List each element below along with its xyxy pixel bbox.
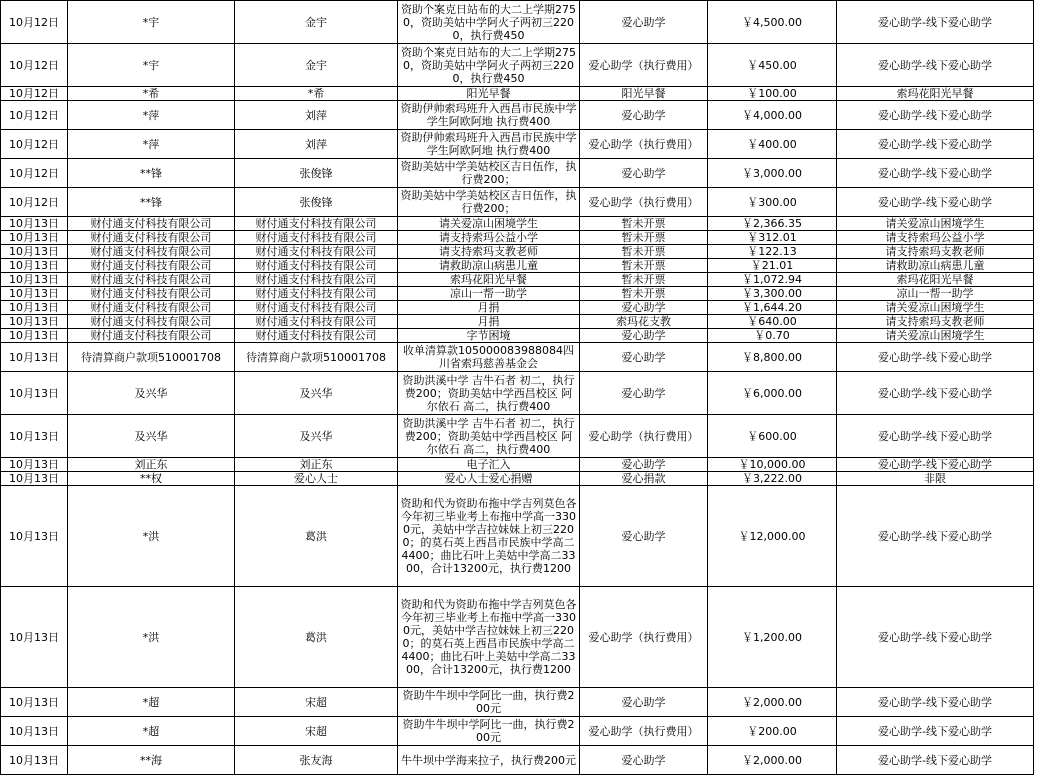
cell-category: 爱心助学: [580, 458, 708, 472]
cell-name: 财付通支付科技有限公司: [235, 301, 398, 315]
cell-date: 10月13日: [1, 688, 68, 717]
table-row: [1, 472, 1034, 486]
cell-name: 财付通支付科技有限公司: [235, 287, 398, 301]
cell-purpose: 资助伊帅索玛班升入西昌市民族中学学生阿欧阿地 执行费400: [398, 130, 580, 159]
table-body: [1, 1, 1034, 775]
cell-date: 10月12日: [1, 130, 68, 159]
cell-category: 爱心助学（执行费用）: [580, 188, 708, 217]
cell-donor: *超: [68, 688, 235, 717]
cell-name: 刘正东: [235, 458, 398, 472]
cell-name: 及兴华: [235, 372, 398, 415]
cell-date: 10月12日: [1, 1, 68, 44]
cell-name: 葛洪: [235, 587, 398, 688]
cell-date: 10月13日: [1, 315, 68, 329]
cell-purpose: 资助和代为资助布拖中学吉列莫色各今年初三毕业考上布拖中学高一3300元，美姑中学吉拉妹妹上初三2200；的莫石英上西昌市民族中学高二4400；曲比石叶上美姑中学高二3300，合计13200元，执行费1200: [398, 486, 580, 587]
table-row: [1, 415, 1034, 458]
cell-date: 10月13日: [1, 273, 68, 287]
cell-category: 暂未开票: [580, 259, 708, 273]
cell-purpose: 资助牛牛坝中学阿比一曲，执行费200元: [398, 688, 580, 717]
cell-purpose: 月捐: [398, 315, 580, 329]
table-row: [1, 486, 1034, 587]
cell-donor: *洪: [68, 587, 235, 688]
table-row: [1, 1, 1034, 44]
cell-project: 请关爱凉山困境学生: [837, 301, 1034, 315]
cell-donor: **权: [68, 472, 235, 486]
cell-purpose: 资助美姑中学美姑校区吉日伍作，执行费200；: [398, 188, 580, 217]
cell-date: 10月13日: [1, 472, 68, 486]
cell-date: 10月12日: [1, 159, 68, 188]
table-row: [1, 746, 1034, 775]
cell-name: 财付通支付科技有限公司: [235, 315, 398, 329]
cell-name: 金宇: [235, 44, 398, 87]
cell-name: 财付通支付科技有限公司: [235, 273, 398, 287]
cell-category: 暂未开票: [580, 217, 708, 231]
cell-purpose: 凉山一帮一助学: [398, 287, 580, 301]
cell-category: 爱心助学（执行费用）: [580, 415, 708, 458]
cell-amount: ￥3,222.00: [708, 472, 837, 486]
cell-amount: ￥100.00: [708, 87, 837, 101]
cell-date: 10月13日: [1, 259, 68, 273]
cell-purpose: 电子汇入: [398, 458, 580, 472]
cell-date: 10月13日: [1, 717, 68, 746]
cell-donor: *超: [68, 717, 235, 746]
table-row: [1, 329, 1034, 343]
cell-donor: 财付通支付科技有限公司: [68, 231, 235, 245]
cell-amount: ￥600.00: [708, 415, 837, 458]
cell-donor: 财付通支付科技有限公司: [68, 245, 235, 259]
cell-project: 爱心助学-线下爱心助学: [837, 688, 1034, 717]
cell-purpose: 资助美姑中学美姑校区吉日伍作，执行费200；: [398, 159, 580, 188]
cell-category: 爱心助学: [580, 101, 708, 130]
cell-purpose: 爱心人士爱心捐赠: [398, 472, 580, 486]
cell-amount: ￥640.00: [708, 315, 837, 329]
cell-category: 爱心助学: [580, 329, 708, 343]
table-row: [1, 130, 1034, 159]
table-row: [1, 587, 1034, 688]
cell-amount: ￥1,644.20: [708, 301, 837, 315]
cell-project: 凉山一帮一助学: [837, 287, 1034, 301]
cell-purpose: 资助伊帅索玛班升入西昌市民族中学学生阿欧阿地 执行费400: [398, 101, 580, 130]
cell-category: 阳光早餐: [580, 87, 708, 101]
cell-amount: ￥450.00: [708, 44, 837, 87]
cell-purpose: 请支持索玛公益小学: [398, 231, 580, 245]
cell-name: 刘萍: [235, 130, 398, 159]
cell-donor: 及兴华: [68, 372, 235, 415]
cell-date: 10月12日: [1, 87, 68, 101]
cell-category: 爱心助学（执行费用）: [580, 130, 708, 159]
table-row: [1, 458, 1034, 472]
cell-project: 爱心助学-线下爱心助学: [837, 188, 1034, 217]
cell-donor: 待清算商户款项510001708: [68, 343, 235, 372]
cell-amount: ￥300.00: [708, 188, 837, 217]
cell-project: 索玛花阳光早餐: [837, 273, 1034, 287]
cell-project: 爱心助学-线下爱心助学: [837, 101, 1034, 130]
cell-amount: ￥312.01: [708, 231, 837, 245]
cell-name: 财付通支付科技有限公司: [235, 217, 398, 231]
cell-purpose: 月捐: [398, 301, 580, 315]
cell-project: 请救助凉山病患儿童: [837, 259, 1034, 273]
cell-amount: ￥21.01: [708, 259, 837, 273]
cell-name: 待清算商户款项510001708: [235, 343, 398, 372]
cell-project: 请支持索玛公益小学: [837, 231, 1034, 245]
cell-category: 索玛花支教: [580, 315, 708, 329]
cell-name: 张俊锋: [235, 188, 398, 217]
cell-project: 请关爱凉山困境学生: [837, 217, 1034, 231]
cell-date: 10月13日: [1, 301, 68, 315]
cell-date: 10月13日: [1, 486, 68, 587]
cell-date: 10月12日: [1, 101, 68, 130]
cell-donor: 财付通支付科技有限公司: [68, 315, 235, 329]
cell-donor: *希: [68, 87, 235, 101]
cell-project: 爱心助学-线下爱心助学: [837, 746, 1034, 775]
cell-amount: ￥10,000.00: [708, 458, 837, 472]
cell-amount: ￥3,300.00: [708, 287, 837, 301]
table-row: [1, 343, 1034, 372]
cell-name: *希: [235, 87, 398, 101]
cell-purpose: 字节困境: [398, 329, 580, 343]
cell-name: 张友海: [235, 746, 398, 775]
cell-donor: *萍: [68, 101, 235, 130]
cell-date: 10月13日: [1, 245, 68, 259]
cell-purpose: 阳光早餐: [398, 87, 580, 101]
cell-donor: 刘正东: [68, 458, 235, 472]
cell-amount: ￥4,000.00: [708, 101, 837, 130]
table-row: [1, 188, 1034, 217]
cell-project: 爱心助学-线下爱心助学: [837, 587, 1034, 688]
cell-amount: ￥2,000.00: [708, 746, 837, 775]
cell-project: 请关爱凉山困境学生: [837, 329, 1034, 343]
cell-category: 暂未开票: [580, 273, 708, 287]
cell-project: 爱心助学-线下爱心助学: [837, 44, 1034, 87]
cell-project: 爱心助学-线下爱心助学: [837, 372, 1034, 415]
cell-amount: ￥12,000.00: [708, 486, 837, 587]
cell-category: 爱心助学: [580, 343, 708, 372]
table-row: [1, 231, 1034, 245]
cell-project: 爱心助学-线下爱心助学: [837, 458, 1034, 472]
cell-donor: 财付通支付科技有限公司: [68, 273, 235, 287]
table-row: [1, 44, 1034, 87]
cell-project: 爱心助学-线下爱心助学: [837, 486, 1034, 587]
cell-donor: 财付通支付科技有限公司: [68, 287, 235, 301]
cell-name: 宋超: [235, 688, 398, 717]
cell-amount: ￥6,000.00: [708, 372, 837, 415]
cell-category: 爱心助学: [580, 688, 708, 717]
cell-project: 爱心助学-线下爱心助学: [837, 1, 1034, 44]
cell-purpose: 资助和代为资助布拖中学吉列莫色各今年初三毕业考上布拖中学高一3300元，美姑中学吉拉妹妹上初三2200；的莫石英上西昌市民族中学高二4400；曲比石叶上美姑中学高二3300，合计13200元，执行费1200: [398, 587, 580, 688]
cell-project: 爱心助学-线下爱心助学: [837, 415, 1034, 458]
cell-category: 爱心助学: [580, 1, 708, 44]
cell-date: 10月12日: [1, 188, 68, 217]
table-row: [1, 245, 1034, 259]
cell-category: 爱心助学: [580, 486, 708, 587]
cell-project: 爱心助学-线下爱心助学: [837, 159, 1034, 188]
cell-donor: *洪: [68, 486, 235, 587]
cell-date: 10月12日: [1, 44, 68, 87]
cell-amount: ￥3,000.00: [708, 159, 837, 188]
cell-date: 10月13日: [1, 217, 68, 231]
cell-purpose: 资助个案克日站布的大二上学期2750，资助美姑中学阿火子两初三2200，执行费450: [398, 44, 580, 87]
cell-purpose: 请关爱凉山困境学生: [398, 217, 580, 231]
cell-donor: *宇: [68, 1, 235, 44]
table-row: [1, 217, 1034, 231]
cell-amount: ￥8,800.00: [708, 343, 837, 372]
cell-project: 爱心助学-线下爱心助学: [837, 343, 1034, 372]
cell-purpose: 资助洪溪中学 吉牛石者 初二，执行费200；资助美姑中学西昌校区 阿尔依石 高二，执行费400: [398, 415, 580, 458]
cell-date: 10月13日: [1, 587, 68, 688]
cell-name: 财付通支付科技有限公司: [235, 259, 398, 273]
cell-amount: ￥2,366.35: [708, 217, 837, 231]
cell-donor: 财付通支付科技有限公司: [68, 217, 235, 231]
cell-project: 请支持索玛支教老师: [837, 315, 1034, 329]
cell-purpose: 资助洪溪中学 吉牛石者 初二，执行费200；资助美姑中学西昌校区 阿尔依石 高二，执行费400: [398, 372, 580, 415]
cell-date: 10月13日: [1, 287, 68, 301]
cell-category: 爱心捐款: [580, 472, 708, 486]
table-row: [1, 372, 1034, 415]
table-row: [1, 717, 1034, 746]
cell-name: 刘萍: [235, 101, 398, 130]
cell-amount: ￥0.70: [708, 329, 837, 343]
cell-purpose: 收单清算款105000083988084四川省索玛慈善基金会: [398, 343, 580, 372]
cell-category: 爱心助学（执行费用）: [580, 44, 708, 87]
cell-donor: **锋: [68, 188, 235, 217]
cell-name: 及兴华: [235, 415, 398, 458]
cell-date: 10月13日: [1, 746, 68, 775]
cell-donor: **锋: [68, 159, 235, 188]
table-row: [1, 273, 1034, 287]
table-row: [1, 101, 1034, 130]
cell-date: 10月13日: [1, 231, 68, 245]
cell-amount: ￥4,500.00: [708, 1, 837, 44]
cell-project: 爱心助学-线下爱心助学: [837, 717, 1034, 746]
cell-date: 10月13日: [1, 458, 68, 472]
table-row: [1, 287, 1034, 301]
cell-purpose: 索玛花阳光早餐: [398, 273, 580, 287]
cell-date: 10月13日: [1, 329, 68, 343]
cell-category: 爱心助学（执行费用）: [580, 717, 708, 746]
cell-amount: ￥1,072.94: [708, 273, 837, 287]
table-row: [1, 688, 1034, 717]
cell-project: 爱心助学-线下爱心助学: [837, 130, 1034, 159]
cell-category: 爱心助学: [580, 301, 708, 315]
cell-donor: 及兴华: [68, 415, 235, 458]
cell-name: 宋超: [235, 717, 398, 746]
cell-donor: 财付通支付科技有限公司: [68, 329, 235, 343]
cell-name: 葛洪: [235, 486, 398, 587]
cell-date: 10月13日: [1, 415, 68, 458]
cell-name: 财付通支付科技有限公司: [235, 245, 398, 259]
cell-donor: *宇: [68, 44, 235, 87]
cell-name: 金宇: [235, 1, 398, 44]
cell-amount: ￥200.00: [708, 717, 837, 746]
cell-date: 10月13日: [1, 343, 68, 372]
cell-name: 爱心人士: [235, 472, 398, 486]
cell-amount: ￥2,000.00: [708, 688, 837, 717]
cell-date: 10月13日: [1, 372, 68, 415]
cell-category: 爱心助学: [580, 159, 708, 188]
cell-donor: **海: [68, 746, 235, 775]
cell-amount: ￥400.00: [708, 130, 837, 159]
table-row: [1, 159, 1034, 188]
cell-purpose: 资助个案克日站布的大二上学期2750，资助美姑中学阿火子两初三2200，执行费450: [398, 1, 580, 44]
cell-name: 财付通支付科技有限公司: [235, 329, 398, 343]
cell-name: 张俊锋: [235, 159, 398, 188]
cell-purpose: 牛牛坝中学海来拉子，执行费200元: [398, 746, 580, 775]
cell-category: 暂未开票: [580, 245, 708, 259]
cell-donor: 财付通支付科技有限公司: [68, 259, 235, 273]
table-row: [1, 87, 1034, 101]
table-row: [1, 315, 1034, 329]
cell-category: 爱心助学: [580, 372, 708, 415]
cell-donor: *萍: [68, 130, 235, 159]
cell-purpose: 请支持索玛支教老师: [398, 245, 580, 259]
cell-category: 爱心助学（执行费用）: [580, 587, 708, 688]
cell-donor: 财付通支付科技有限公司: [68, 301, 235, 315]
cell-category: 暂未开票: [580, 287, 708, 301]
cell-project: 索玛花阳光早餐: [837, 87, 1034, 101]
cell-project: 非限: [837, 472, 1034, 486]
cell-purpose: 资助牛牛坝中学阿比一曲，执行费200元: [398, 717, 580, 746]
cell-project: 请支持索玛支教老师: [837, 245, 1034, 259]
table-row: [1, 301, 1034, 315]
cell-amount: ￥122.13: [708, 245, 837, 259]
table-row: [1, 259, 1034, 273]
cell-name: 财付通支付科技有限公司: [235, 231, 398, 245]
cell-category: 暂未开票: [580, 231, 708, 245]
cell-category: 爱心助学: [580, 746, 708, 775]
cell-amount: ￥1,200.00: [708, 587, 837, 688]
cell-purpose: 请救助凉山病患儿童: [398, 259, 580, 273]
